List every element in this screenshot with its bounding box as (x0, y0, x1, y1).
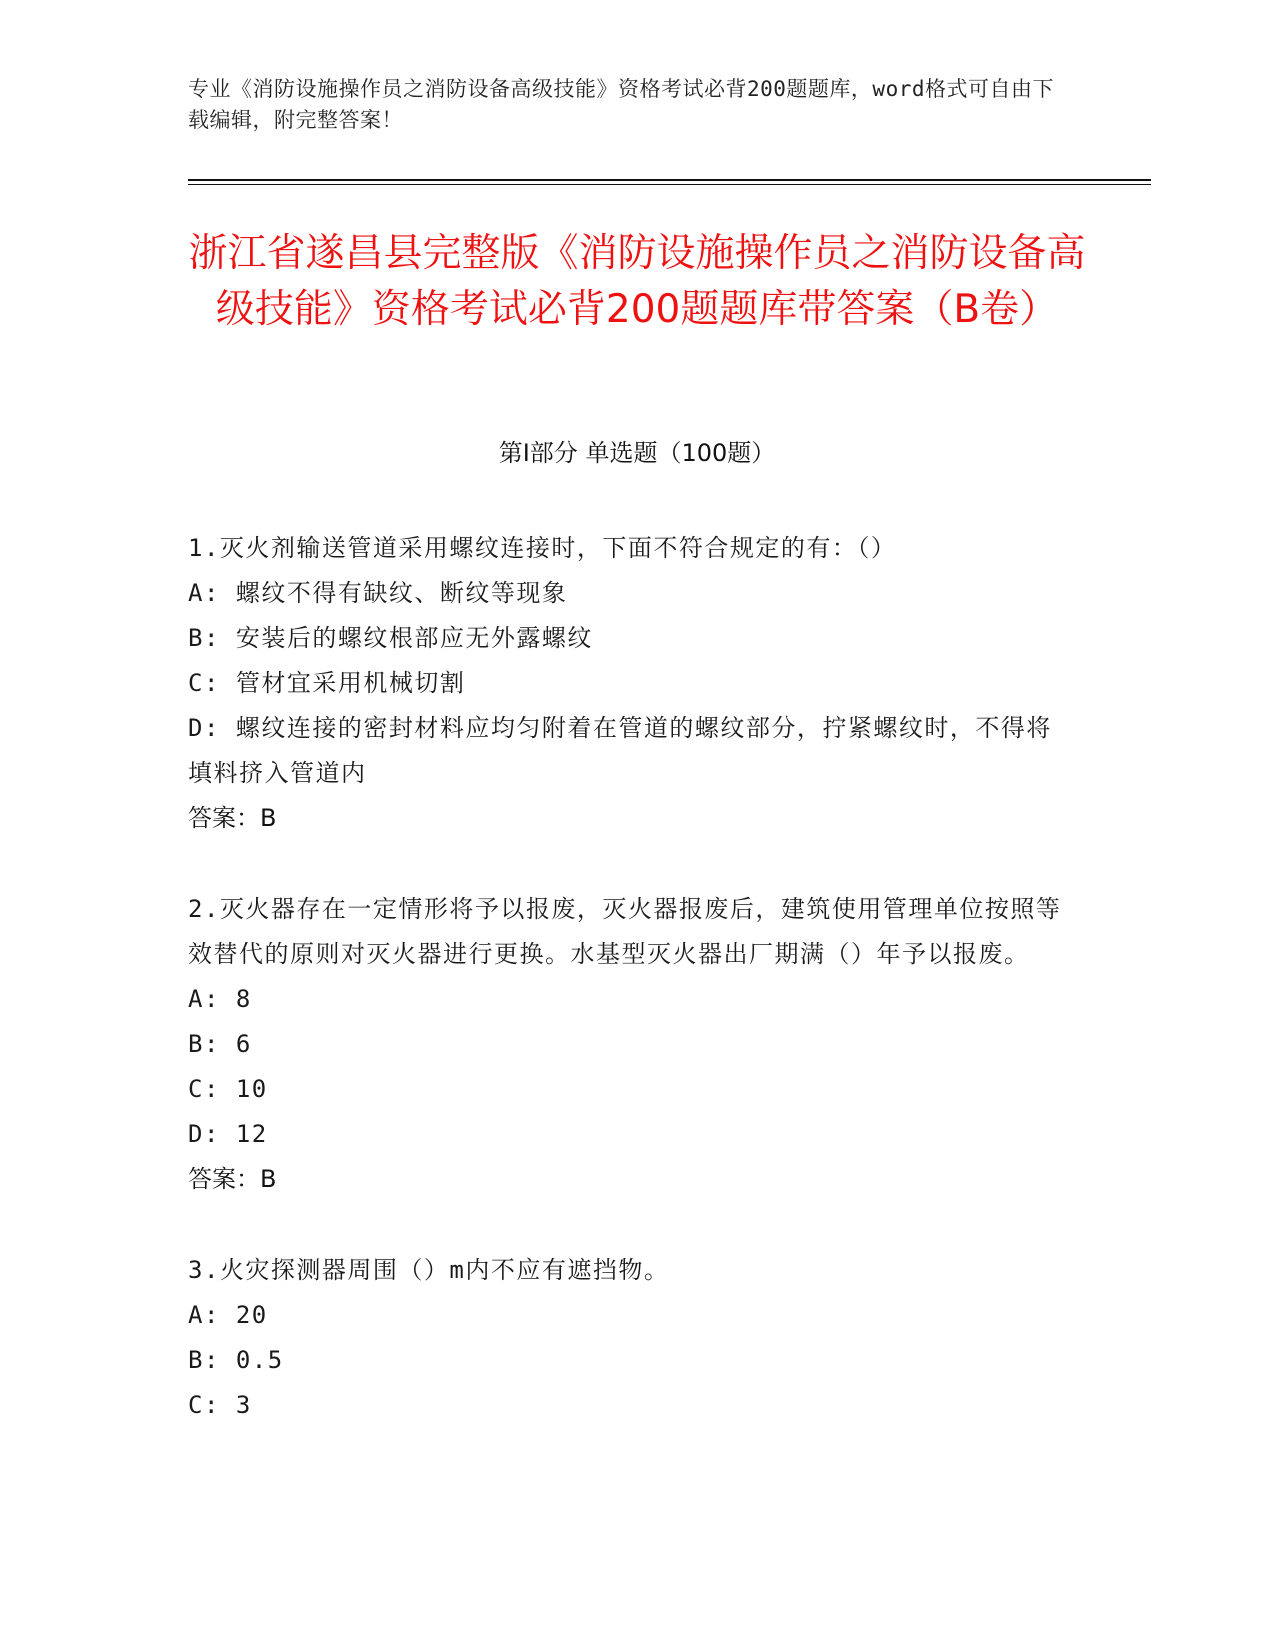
option-a: A: 20 (188, 1301, 268, 1329)
question-2 (188, 887, 1068, 1202)
option-a: A: 螺纹不得有缺纹、断纹等现象 (188, 579, 568, 607)
document-title: 浙江省遂昌县完整版《消防设施操作员之消防设备高级技能》资格考试必背200题题库带答案（B卷） (188, 231, 1086, 332)
option-b: B: 0.5 (188, 1346, 284, 1374)
answer-line: 答案：B (188, 804, 277, 832)
question-text: 3.火灾探测器周围（）m内不应有遮挡物。 (188, 1256, 670, 1284)
option-d: D: 螺纹连接的密封材料应均匀附着在管道的螺纹部分，拧紧螺纹时，不得将填料挤入管道内 (188, 714, 1052, 787)
option-c: C: 3 (188, 1391, 252, 1419)
option-b: B: 安装后的螺纹根部应无外露螺纹 (188, 624, 593, 652)
option-c: C: 管材宜采用机械切割 (188, 669, 466, 697)
question-1 (188, 526, 1068, 841)
answer-line: 答案：B (188, 1165, 277, 1193)
option-c: C: 10 (188, 1075, 268, 1103)
question-3 (188, 1248, 1068, 1428)
header-note: 专业《消防设施操作员之消防设备高级技能》资格考试必背200题题库，word格式可自由下载编辑，附完整答案！ (188, 77, 1054, 132)
section-heading: 第I部分 单选题（100题） (498, 439, 776, 467)
question-text: 2.灭火器存在一定情形将予以报废，灭火器报废后，建筑使用管理单位按照等效替代的原则对灭火器进行更换。水基型灭火器出厂期满（）年予以报废。 (188, 895, 1062, 968)
option-a: A: 8 (188, 985, 252, 1013)
option-d: D: 12 (188, 1120, 268, 1148)
header-divider-thin (188, 184, 1151, 185)
question-list (188, 526, 1068, 1428)
header-divider-thick (188, 179, 1151, 181)
option-b: B: 6 (188, 1030, 252, 1058)
question-text: 1.灭火剂输送管道采用螺纹连接时，下面不符合规定的有：（） (188, 534, 897, 562)
